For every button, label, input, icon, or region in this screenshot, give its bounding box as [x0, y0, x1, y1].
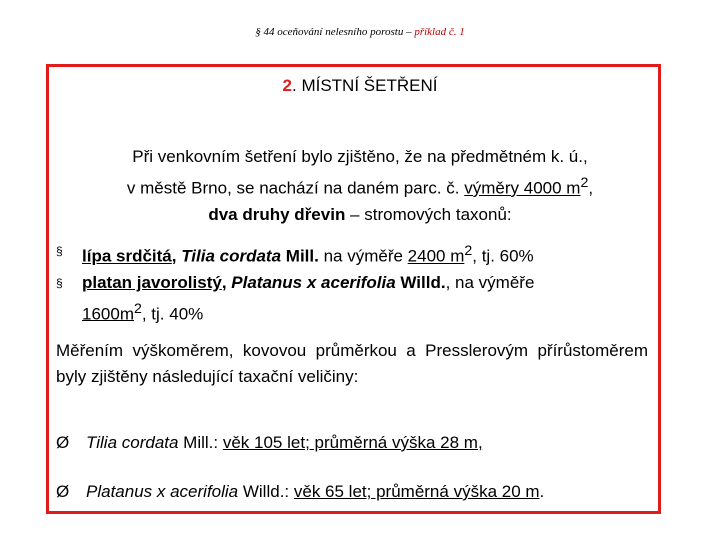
intro-area: výměry 4000 m: [464, 178, 581, 198]
species-author: Willd.: [395, 272, 446, 292]
species-list: [56, 238, 656, 327]
measurement-end: .: [539, 482, 545, 501]
section-title-text: . MÍSTNÍ ŠETŘENÍ: [292, 76, 438, 95]
list-item: [56, 270, 656, 328]
species-latin: Platanus x acerifolia: [231, 272, 396, 292]
measurement-paragraph: Měřením výškoměrem, kovovou průměrkou a Presslerovým přírůstoměrem byly zjištěny následující taxační veličiny:: [56, 341, 648, 386]
species-area: 2400 m: [407, 246, 465, 266]
intro-species-count: dva druhy dřevin: [208, 204, 346, 224]
measurement-latin: Tilia cordata: [86, 433, 179, 452]
intro-area-sup: 2: [580, 175, 589, 191]
intro-line-2-end: ,: [588, 178, 594, 198]
list-item: [56, 238, 656, 270]
species-area-sup: 2: [133, 300, 142, 317]
section-title: [0, 76, 720, 96]
species-name: platan javorolistý: [82, 272, 222, 292]
measurement-latin: Platanus x acerifolia: [86, 482, 239, 501]
species-share: , tj. 40%: [141, 304, 204, 324]
species-author: Mill.: [281, 246, 319, 266]
species-sep: ,: [221, 272, 232, 292]
intro-line-3-rest: – stromových taxonů:: [345, 204, 512, 224]
measurement-author: Willd.:: [238, 482, 294, 501]
species-rest: na výměře: [318, 246, 408, 266]
species-area: 1600m: [82, 304, 134, 324]
intro-line-2: [60, 170, 660, 202]
species-share: tj. 60%: [476, 246, 534, 266]
measurement-value: věk 65 let; průměrná výška 20 m: [293, 482, 540, 501]
species-rest: , na výměře: [445, 272, 535, 292]
species-latin: Tilia cordata: [181, 246, 282, 266]
bullet-icon: §: [56, 244, 63, 258]
species-area-sup: 2: [464, 243, 473, 259]
species-area-end: ,: [472, 246, 477, 266]
intro-line-3: [60, 202, 660, 228]
measurement-item: [56, 480, 544, 504]
intro-line-1: Při venkovním šetření bylo zjištěno, že na předmětném k. ú.,: [132, 147, 588, 166]
arrow-bullet-icon: Ø: [56, 433, 70, 452]
header-example: příklad č. 1: [414, 26, 465, 38]
measurement-item: [56, 431, 483, 455]
intro-line-2-text: v městě Brno, se nachází na daném parc. č.: [126, 178, 465, 198]
species-name: lípa srdčitá: [82, 246, 172, 266]
species-sep: ,: [171, 246, 182, 266]
slide-header: [0, 26, 720, 38]
bullet-icon: §: [56, 275, 63, 290]
measurement-value: věk 105 let; průměrná výška 28 m,: [222, 433, 483, 452]
section-number: 2: [282, 76, 292, 95]
intro-paragraph: [60, 144, 660, 228]
measurement-author: Mill.:: [178, 433, 223, 452]
header-prefix: § 44 oceňování nelesního porostu –: [255, 26, 415, 38]
arrow-bullet-icon: Ø: [56, 482, 70, 501]
